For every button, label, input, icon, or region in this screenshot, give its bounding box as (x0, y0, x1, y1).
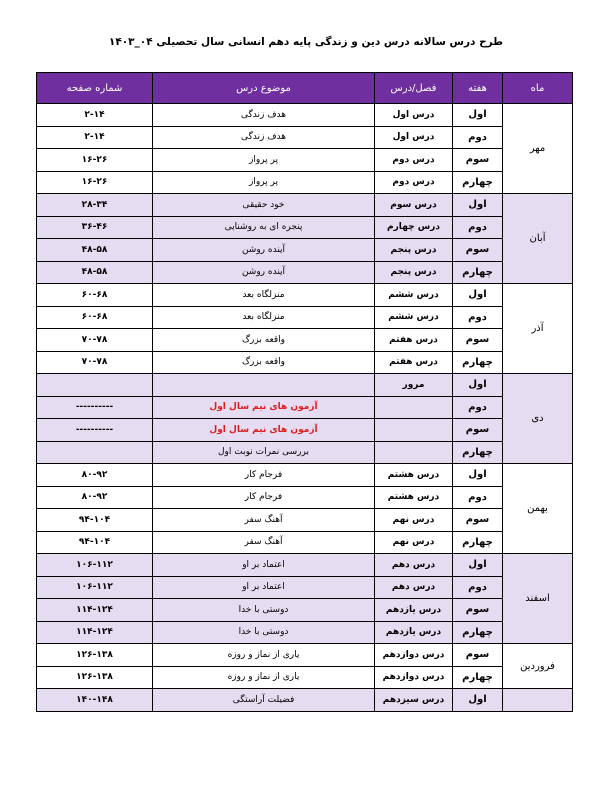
pages-cell: ۲-۱۴ (37, 126, 153, 149)
lesson-cell: درس نهم (375, 531, 453, 554)
pages-cell: ---------- (37, 396, 153, 419)
pages-cell: ۴۸-۵۸ (37, 261, 153, 284)
week-cell: اول (453, 374, 503, 397)
topic-cell: پر پرواز (153, 149, 375, 172)
pages-cell (37, 374, 153, 397)
table-row (37, 329, 573, 352)
week-cell: دوم (453, 486, 503, 509)
week-cell: اول (453, 689, 503, 712)
table-row (37, 149, 573, 172)
pages-cell: ۱۴۰-۱۴۸ (37, 689, 153, 712)
table-row (37, 284, 573, 307)
topic-cell: اعتماد بر او (153, 576, 375, 599)
lesson-cell: مرور (375, 374, 453, 397)
topic-cell: فضیلت آراستگی (153, 689, 375, 712)
topic-cell: هدف زندگی (153, 126, 375, 149)
pages-cell: ۸۰-۹۲ (37, 464, 153, 487)
lesson-cell: درس پنجم (375, 261, 453, 284)
lesson-cell: درس هفتم (375, 329, 453, 352)
pages-column-header: شماره صفحه (37, 73, 153, 104)
week-cell: سوم (453, 419, 503, 442)
topic-cell: آینده روشن (153, 261, 375, 284)
pages-cell: ۹۴-۱۰۴ (37, 531, 153, 554)
week-cell: دوم (453, 576, 503, 599)
pages-cell: ۶۰-۶۸ (37, 306, 153, 329)
pages-cell: ۱۲۶-۱۳۸ (37, 666, 153, 689)
topic-cell: خود حقیقی (153, 194, 375, 217)
lesson-cell: درس سیزدهم (375, 689, 453, 712)
table-row (37, 486, 573, 509)
lesson-cell: درس دوم (375, 149, 453, 172)
table-row (37, 194, 573, 217)
topic-cell: آهنگ سفر (153, 531, 375, 554)
pages-cell (37, 441, 153, 464)
week-cell: چهارم (453, 351, 503, 374)
week-cell: دوم (453, 126, 503, 149)
month-cell: فروردین (503, 644, 573, 689)
table-row (37, 689, 573, 712)
table-row (37, 306, 573, 329)
month-cell: اسفند (503, 554, 573, 644)
pages-cell: ۱۶-۲۶ (37, 149, 153, 172)
lesson-cell: درس چهارم (375, 216, 453, 239)
topic-cell: منزلگاه بعد (153, 306, 375, 329)
topic-cell: بررسی نمرات نوبت اول (153, 441, 375, 464)
lesson-cell: درس دهم (375, 576, 453, 599)
week-cell: سوم (453, 149, 503, 172)
week-cell: دوم (453, 216, 503, 239)
pages-cell: ۹۴-۱۰۴ (37, 509, 153, 532)
table-row (37, 554, 573, 577)
topic-cell: پر پرواز (153, 171, 375, 194)
topic-cell: منزلگاه بعد (153, 284, 375, 307)
topic-cell: آهنگ سفر (153, 509, 375, 532)
lesson-cell: درس یازدهم (375, 621, 453, 644)
month-cell: دی (503, 374, 573, 464)
table-row (37, 576, 573, 599)
pages-cell: ۱۱۴-۱۲۴ (37, 621, 153, 644)
month-cell: آذر (503, 284, 573, 374)
month-cell: آبان (503, 194, 573, 284)
topic-cell: دوستی با خدا (153, 621, 375, 644)
topic-cell: آزمون های نیم سال اول (153, 419, 375, 442)
table-row (37, 464, 573, 487)
week-cell: سوم (453, 509, 503, 532)
month-cell: بهمن (503, 464, 573, 554)
week-cell: سوم (453, 239, 503, 262)
lesson-cell: درس هشتم (375, 486, 453, 509)
table-row (37, 374, 573, 397)
month-cell (503, 689, 573, 712)
table-row (37, 396, 573, 419)
month-cell: مهر (503, 104, 573, 194)
lesson-cell: درس پنجم (375, 239, 453, 262)
week-column-header: هفته (453, 73, 503, 104)
lesson-cell (375, 419, 453, 442)
table-row (37, 351, 573, 374)
pages-cell: ۲-۱۴ (37, 104, 153, 127)
table-row (37, 216, 573, 239)
pages-cell: ۷۰-۷۸ (37, 329, 153, 352)
table-row (37, 509, 573, 532)
page-title: طرح درس سالانه درس دین و زندگی پایه دهم انسانی سال تحصیلی ۰۴_۱۴۰۳ (108, 36, 504, 48)
table-row (37, 531, 573, 554)
table-header-row (37, 73, 573, 104)
lesson-cell: درس اول (375, 104, 453, 127)
table-row (37, 621, 573, 644)
pages-cell: ۱۶-۲۶ (37, 171, 153, 194)
week-cell: چهارم (453, 261, 503, 284)
table-body (37, 104, 573, 712)
topic-cell: واقعه بزرگ (153, 329, 375, 352)
table-row (37, 126, 573, 149)
lesson-cell: درس ششم (375, 306, 453, 329)
week-cell: سوم (453, 644, 503, 667)
week-cell: سوم (453, 599, 503, 622)
lesson-cell: درس سوم (375, 194, 453, 217)
pages-cell: ۱۱۴-۱۲۴ (37, 599, 153, 622)
topic-cell: هدف زندگی (153, 104, 375, 127)
table-row (37, 599, 573, 622)
lesson-cell: درس دوازدهم (375, 666, 453, 689)
lesson-cell: درس ششم (375, 284, 453, 307)
week-cell: سوم (453, 329, 503, 352)
pages-cell: ---------- (37, 419, 153, 442)
topic-cell: یاری از نماز و روزه (153, 666, 375, 689)
lesson-column-header: فصل/درس (375, 73, 453, 104)
lesson-cell (375, 396, 453, 419)
lesson-cell: درس دوم (375, 171, 453, 194)
pages-cell: ۴۸-۵۸ (37, 239, 153, 262)
topic-cell: دوستی با خدا (153, 599, 375, 622)
topic-cell: پنجره ای به روشنایی (153, 216, 375, 239)
topic-column-header: موضوع درس (153, 73, 375, 104)
table-row (37, 171, 573, 194)
week-cell: اول (453, 194, 503, 217)
month-column-header: ماه (503, 73, 573, 104)
week-cell: اول (453, 104, 503, 127)
table-row (37, 104, 573, 127)
pages-cell: ۳۶-۴۶ (37, 216, 153, 239)
lesson-plan-table (36, 72, 573, 712)
week-cell: چهارم (453, 621, 503, 644)
week-cell: چهارم (453, 666, 503, 689)
table-row (37, 239, 573, 262)
pages-cell: ۱۰۶-۱۱۲ (37, 576, 153, 599)
week-cell: اول (453, 464, 503, 487)
pages-cell: ۱۰۶-۱۱۲ (37, 554, 153, 577)
pages-cell: ۷۰-۷۸ (37, 351, 153, 374)
topic-cell: آزمون های نیم سال اول (153, 396, 375, 419)
lesson-cell: درس هشتم (375, 464, 453, 487)
week-cell: اول (453, 554, 503, 577)
topic-cell: فرجام کار (153, 464, 375, 487)
pages-cell: ۸۰-۹۲ (37, 486, 153, 509)
week-cell: چهارم (453, 171, 503, 194)
week-cell: دوم (453, 306, 503, 329)
topic-cell: اعتماد بر او (153, 554, 375, 577)
pages-cell: ۲۸-۳۴ (37, 194, 153, 217)
lesson-cell: درس اول (375, 126, 453, 149)
table-row (37, 666, 573, 689)
topic-cell: یاری از نماز و روزه (153, 644, 375, 667)
pages-cell: ۶۰-۶۸ (37, 284, 153, 307)
topic-cell: آینده روشن (153, 239, 375, 262)
week-cell: چهارم (453, 441, 503, 464)
topic-cell (153, 374, 375, 397)
pages-cell: ۱۲۶-۱۳۸ (37, 644, 153, 667)
topic-cell: فرجام کار (153, 486, 375, 509)
week-cell: چهارم (453, 531, 503, 554)
week-cell: دوم (453, 396, 503, 419)
lesson-cell: درس دهم (375, 554, 453, 577)
lesson-cell: درس نهم (375, 509, 453, 532)
topic-cell: واقعه بزرگ (153, 351, 375, 374)
table-row (37, 419, 573, 442)
lesson-cell (375, 441, 453, 464)
lesson-cell: درس دوازدهم (375, 644, 453, 667)
table-row (37, 644, 573, 667)
table-row (37, 261, 573, 284)
week-cell: اول (453, 284, 503, 307)
table-row (37, 441, 573, 464)
lesson-cell: درس هفتم (375, 351, 453, 374)
lesson-cell: درس یازدهم (375, 599, 453, 622)
